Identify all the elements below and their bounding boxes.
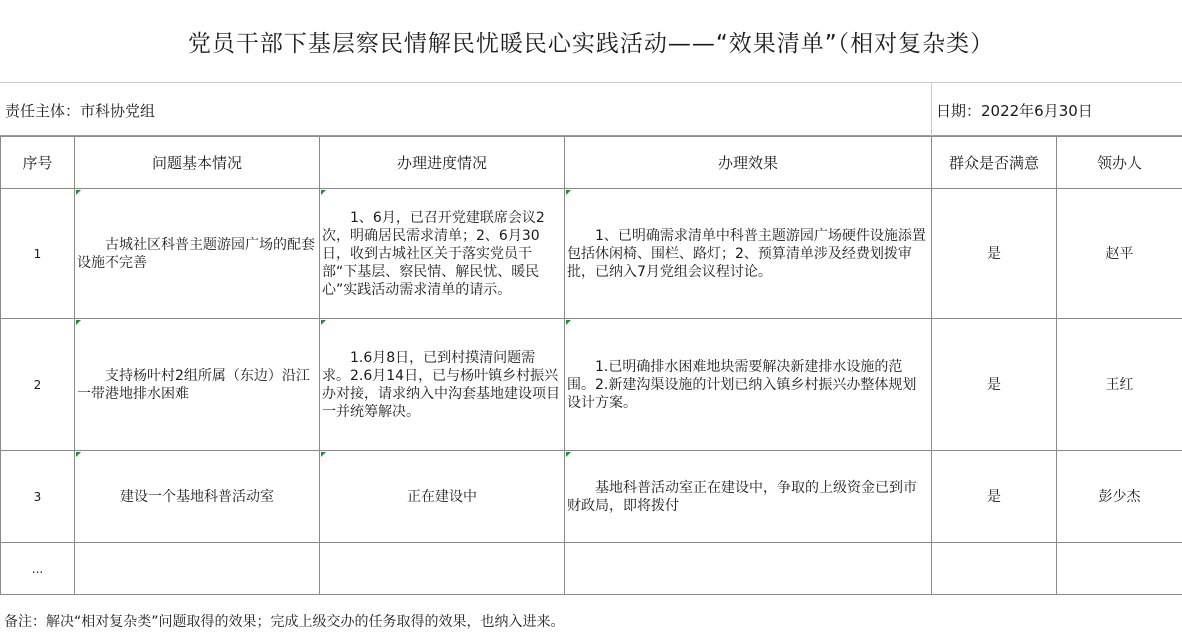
table-row xyxy=(1,319,1182,451)
effect-cell[interactable]: 1.已明确排水困难地块需要解决新建排水设施的范围。2.新建沟渠设施的计划已纳入镇乡村振兴办整体规划设计方案。 xyxy=(565,319,932,451)
row-idx-cell[interactable]: ... xyxy=(1,543,75,595)
satisfied-cell[interactable] xyxy=(932,543,1057,595)
row-idx-cell[interactable]: 1 xyxy=(1,189,75,319)
progress-cell[interactable] xyxy=(320,543,565,595)
meta-divider xyxy=(931,83,932,136)
remark-cell[interactable]: 备注：解决“相对复杂类”问题取得的效果；完成上级交办的任务取得的效果，也纳入进来。 xyxy=(4,614,565,630)
header-leader[interactable]: 领办人 xyxy=(1057,137,1182,189)
problem-cell[interactable]: 古城社区科普主题游园广场的配套设施不完善 xyxy=(75,189,320,319)
header-satisfied[interactable]: 群众是否满意 xyxy=(932,137,1057,189)
progress-cell[interactable]: 正在建设中 xyxy=(320,451,565,543)
responsible-entity-cell[interactable]: 责任主体：市科协党组 xyxy=(5,102,156,120)
satisfied-cell[interactable]: 是 xyxy=(932,189,1057,319)
row-idx-cell[interactable]: 3 xyxy=(1,451,75,543)
satisfied-cell[interactable]: 是 xyxy=(932,451,1057,543)
header-progress[interactable]: 办理进度情况 xyxy=(320,137,565,189)
effect-cell[interactable]: 基地科普活动室正在建设中，争取的上级资金已到市财政局，即将拨付 xyxy=(565,451,932,543)
effect-cell[interactable] xyxy=(565,543,932,595)
effect-cell[interactable]: 1、已明确需求清单中科普主题游园广场硬件设施添置包括休闲椅、围栏、路灯；2、预算清单涉及经费划拨审批，已纳入7月党组会议程讨论。 xyxy=(565,189,932,319)
progress-cell[interactable]: 1.6月8日，已到村摸清问题需求。2.6月14日，已与杨叶镇乡村振兴办对接，请求纳入中沟套基地建设项目一并统筹解决。 xyxy=(320,319,565,451)
leader-cell[interactable]: 王红 xyxy=(1057,319,1182,451)
table-row xyxy=(1,189,1182,319)
problem-cell[interactable]: 支持杨叶村2组所属（东边）沿江一带港地排水困难 xyxy=(75,319,320,451)
leader-cell[interactable] xyxy=(1057,543,1182,595)
row-idx-cell[interactable]: 2 xyxy=(1,319,75,451)
problem-cell[interactable] xyxy=(75,543,320,595)
date-cell[interactable]: 日期：2022年6月30日 xyxy=(936,102,1093,120)
leader-cell[interactable]: 赵平 xyxy=(1057,189,1182,319)
table-row xyxy=(1,451,1182,543)
sheet-title: 党员干部下基层察民情解民忧暖民心实践活动——“效果清单”（相对复杂类） xyxy=(187,30,995,57)
sheet-title-cell[interactable] xyxy=(0,0,1182,83)
progress-cell[interactable]: 1、6月，已召开党建联席会议2次，明确居民需求清单；2、6月30日，收到古城社区关于落实党员干部“下基层、察民情、解民忧、暖民心”实践活动需求清单的请示。 xyxy=(320,189,565,319)
satisfied-cell[interactable]: 是 xyxy=(932,319,1057,451)
table-header-row xyxy=(1,137,1182,189)
header-effect[interactable]: 办理效果 xyxy=(565,137,932,189)
results-table xyxy=(0,136,1182,595)
header-problem[interactable]: 问题基本情况 xyxy=(75,137,320,189)
meta-row xyxy=(0,83,1182,136)
problem-cell[interactable]: 建设一个基地科普活动室 xyxy=(75,451,320,543)
header-idx[interactable]: 序号 xyxy=(1,137,75,189)
leader-cell[interactable]: 彭少杰 xyxy=(1057,451,1182,543)
table-row xyxy=(1,543,1182,595)
